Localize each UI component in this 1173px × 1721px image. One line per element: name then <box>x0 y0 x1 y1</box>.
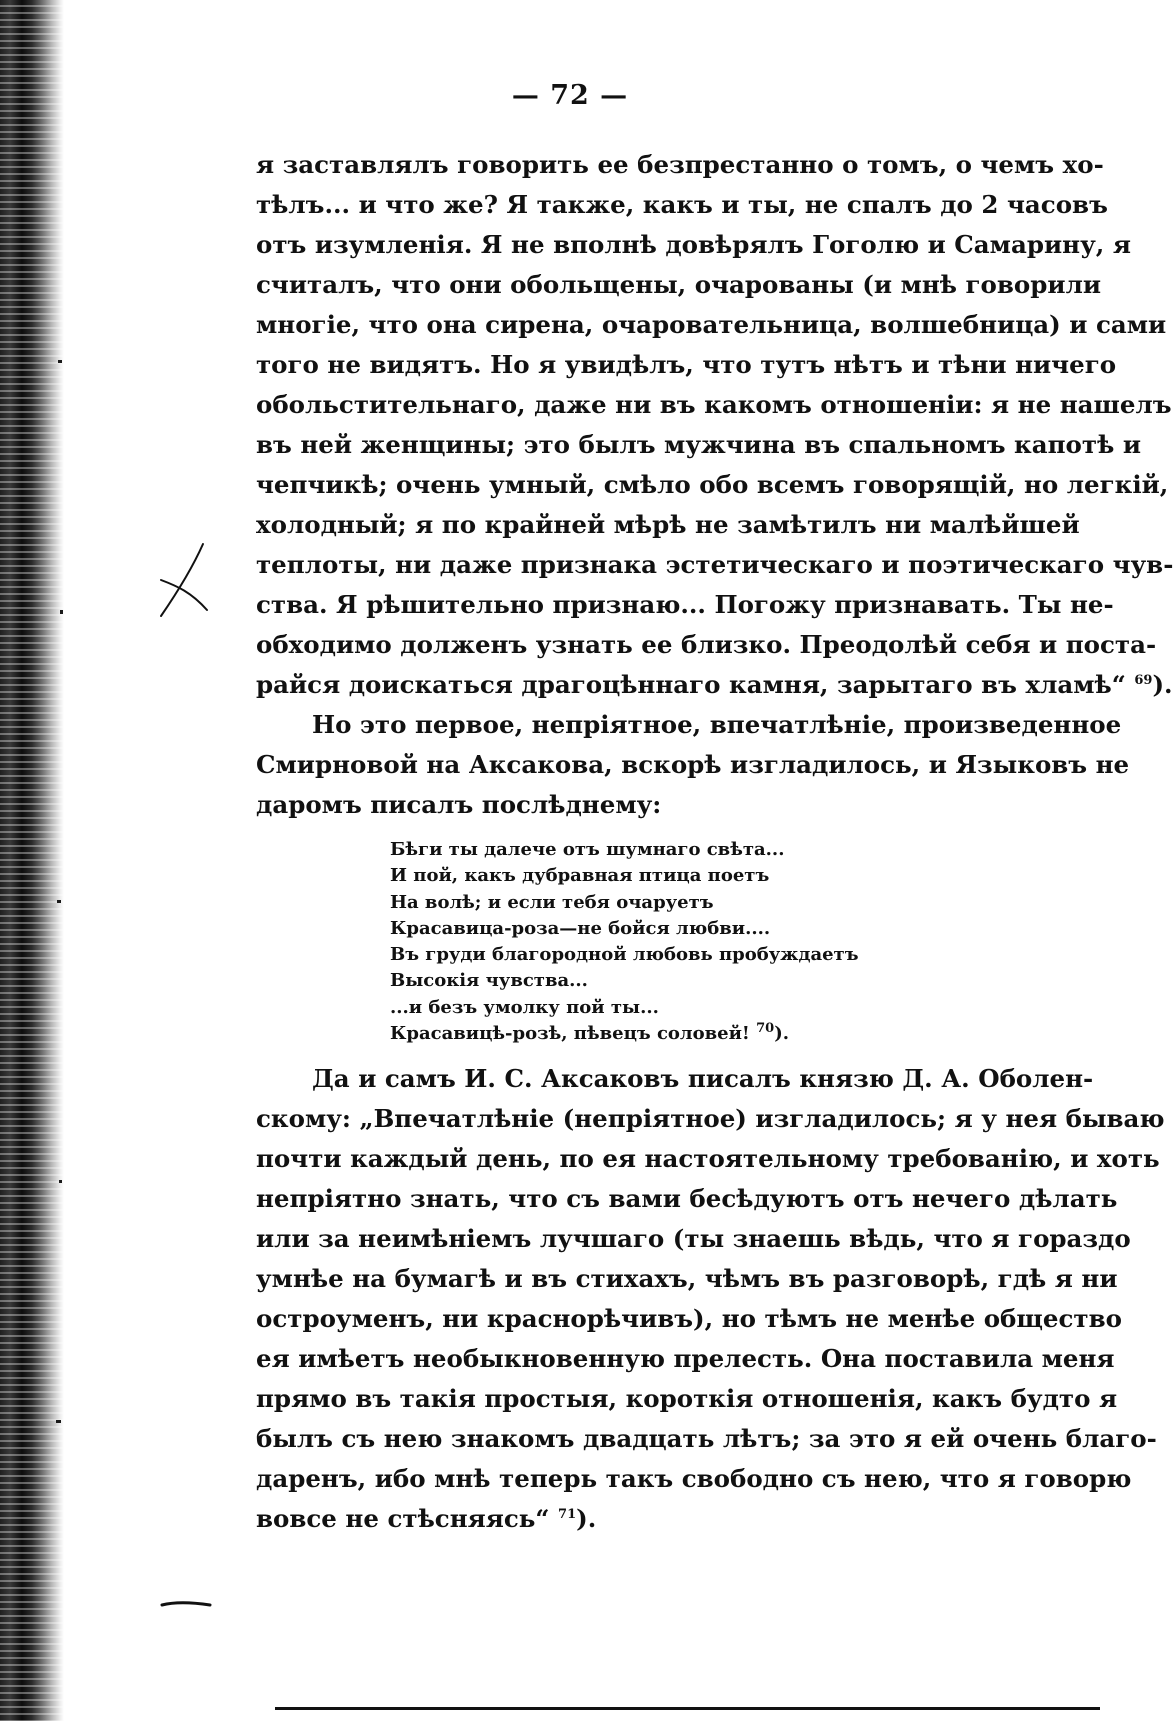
text-line: непріятно знать, что съ вами бесѣдуютъ отъ нечего дѣлать <box>256 1184 1118 1214</box>
poem-verse: ...и безъ умолку пой ты... <box>390 996 659 1018</box>
bottom-rule <box>275 1707 1100 1710</box>
text-line: отъ изумленія. Я не вполнѣ довѣрялъ Гоголю и Самарину, я <box>256 230 1131 259</box>
text-line: Да и самъ И. С. Аксаковъ писалъ князю Д. А. Оболен- <box>312 1064 1094 1094</box>
text-line: былъ съ нею знакомъ двадцать лѣтъ; за это я ей очень благо- <box>256 1424 1157 1454</box>
text-fragment: райся доискаться драгоцѣннаго камня, зарытаго въ хламѣ“ <box>256 670 1126 699</box>
poem-verse: Красавица-роза—не бойся любви.... <box>390 917 771 939</box>
text-fragment: вовсе не стѣсняясь“ <box>256 1504 550 1534</box>
footnote-ref-71: 71 <box>558 1507 577 1523</box>
text-line: холодный; я по крайней мѣрѣ не замѣтилъ ни малѣйшей <box>256 510 1080 539</box>
text-line: скому: „Впечатлѣніе (непріятное) изгладилось; я у нея бываю <box>256 1104 1165 1134</box>
text-line: остроуменъ, ни краснорѣчивъ), но тѣмъ не менѣе общество <box>256 1304 1122 1334</box>
poem-verse: Высокія чувства... <box>390 970 588 992</box>
text-line: обходимо долженъ узнать ее близко. Преодолѣй себя и поста- <box>256 630 1157 659</box>
footnote-ref-70: 70 <box>756 1021 775 1037</box>
poem-quote <box>390 837 1061 1047</box>
footnote-ref-69: 69 <box>1134 672 1153 688</box>
text-line-last <box>256 1499 1061 1539</box>
text-line-last <box>256 665 1173 705</box>
paragraph-1 <box>256 145 1173 705</box>
text-line: ея имѣетъ необыкновенную прелесть. Она поставила меня <box>256 1344 1115 1374</box>
text-line: ства. Я рѣшительно признаю... Погожу признавать. Ты не- <box>256 590 1114 619</box>
text-line: Смирновой на Аксакова, вскорѣ изгладилось, и Языковъ не <box>256 750 1130 779</box>
page-number: — 72 — <box>511 80 629 111</box>
stray-dash-mark <box>160 1600 212 1608</box>
text-line: тѣлъ... и что же? Я также, какъ и ты, не спалъ до 2 часовъ <box>256 190 1108 219</box>
text-fragment: ). <box>774 1023 790 1045</box>
text-line: Но это первое, непріятное, впечатлѣніе, произведенное <box>312 710 1122 739</box>
scan-binding-edge <box>0 0 64 1721</box>
poem-verse: На волѣ; и если тебя очаруетъ <box>390 891 714 913</box>
poem-verse: Въ груди благородной любовь пробуждаетъ <box>390 944 859 966</box>
text-line: многіе, что она сирена, очаровательница, волшебница) и сами <box>256 310 1167 339</box>
text-line: или за неимѣніемъ лучшаго (ты знаешь вѣдь, что я гораздо <box>256 1224 1131 1254</box>
text-line: считалъ, что они обольщены, очарованы (и мнѣ говорили <box>256 270 1102 299</box>
poem-verse: Бѣги ты далече отъ шумнаго свѣта... <box>390 839 785 860</box>
handwritten-cross-mark <box>155 540 215 620</box>
text-fragment: ). <box>576 1504 597 1534</box>
main-text <box>256 145 1173 1539</box>
poem-verse-last <box>390 1021 1061 1047</box>
text-line: прямо въ такія простыя, короткія отношенія, какъ будто я <box>256 1384 1118 1414</box>
text-line: чепчикѣ; очень умный, смѣло обо всемъ говорящій, но легкій, <box>256 470 1169 499</box>
poem-verse: И пой, какъ дубравная птица поетъ <box>390 865 770 887</box>
text-line: я заставлялъ говорить ее безпрестанно о томъ, о чемъ хо- <box>256 150 1104 179</box>
text-line: того не видятъ. Но я увидѣлъ, что тутъ нѣтъ и тѣни ничего <box>256 350 1117 379</box>
text-fragment: Красавицѣ-розѣ, пѣвецъ соловей! <box>390 1023 750 1045</box>
text-line: обольстительнаго, даже ни въ какомъ отношеніи: я не нашелъ <box>256 390 1172 419</box>
paragraph-2 <box>256 705 1130 825</box>
text-line: теплоты, ни даже признака эстетическаго и поэтическаго чув- <box>256 550 1173 579</box>
paragraph-3 <box>256 1059 1165 1539</box>
text-line: почти каждый день, по ея настоятельному требованію, и хоть <box>256 1144 1160 1174</box>
text-line: умнѣе на бумагѣ и въ стихахъ, чѣмъ въ разговорѣ, гдѣ я ни <box>256 1264 1118 1294</box>
text-line: даромъ писалъ послѣднему: <box>256 790 662 819</box>
text-fragment: ). <box>1152 670 1173 699</box>
text-line: даренъ, ибо мнѣ теперь такъ свободно съ нею, что я говорю <box>256 1464 1132 1494</box>
text-line: въ ней женщины; это былъ мужчина въ спальномъ капотѣ и <box>256 430 1141 459</box>
